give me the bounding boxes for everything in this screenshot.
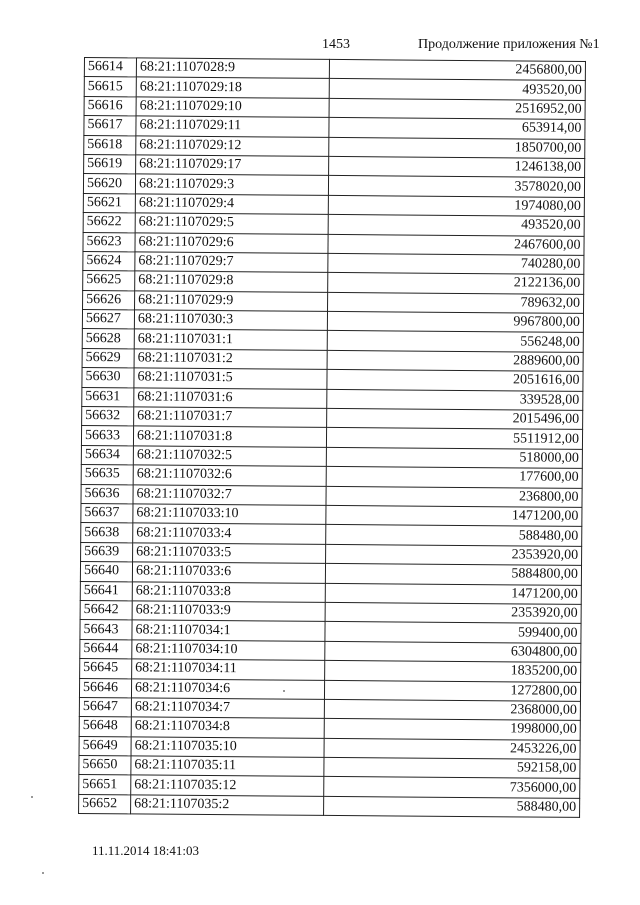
appendix-title: Продолжение приложения №1 bbox=[418, 37, 600, 52]
cadastral-number: 68:21:1107029:6 bbox=[135, 232, 328, 253]
cadastral-number: 68:21:1107033:8 bbox=[132, 581, 325, 602]
cadastral-value: 2889600,00 bbox=[327, 350, 583, 371]
row-number: 56614 bbox=[84, 58, 136, 78]
row-number: 56620 bbox=[83, 174, 135, 194]
cadastral-value: 236800,00 bbox=[326, 486, 582, 507]
cadastral-value: 5884800,00 bbox=[325, 564, 581, 585]
cadastral-number: 68:21:1107029:10 bbox=[136, 97, 329, 118]
row-number: 56645 bbox=[80, 659, 132, 679]
cadastral-value: 339528,00 bbox=[327, 389, 583, 410]
cadastral-value: 1272800,00 bbox=[324, 680, 580, 701]
cadastral-number: 68:21:1107033:6 bbox=[132, 562, 325, 583]
row-number: 56615 bbox=[84, 77, 136, 97]
row-number: 56632 bbox=[82, 407, 134, 427]
cadastral-number: 68:21:1107033:10 bbox=[133, 504, 326, 525]
cadastral-number: 68:21:1107035:10 bbox=[131, 737, 324, 758]
cadastral-value: 1835200,00 bbox=[325, 661, 581, 682]
row-number: 56627 bbox=[82, 310, 134, 330]
cadastral-value: 1471200,00 bbox=[326, 505, 582, 526]
cadastral-value: 653914,00 bbox=[329, 118, 585, 139]
cadastral-value: 2353920,00 bbox=[325, 602, 581, 623]
cadastral-value: 518000,00 bbox=[326, 447, 582, 468]
cadastral-value: 2516952,00 bbox=[329, 98, 585, 119]
row-number: 56630 bbox=[82, 368, 134, 388]
row-number: 56638 bbox=[81, 523, 133, 543]
scan-speck bbox=[42, 872, 44, 874]
cadastral-value: 5511912,00 bbox=[326, 428, 582, 449]
cadastral-value: 740280,00 bbox=[328, 253, 584, 274]
cadastral-number: 68:21:1107034:6 bbox=[131, 678, 324, 699]
scan-speck bbox=[283, 690, 285, 692]
cadastral-value: 7356000,00 bbox=[324, 777, 580, 798]
row-number: 56643 bbox=[80, 620, 132, 640]
cadastral-value: 2122136,00 bbox=[328, 273, 584, 294]
cadastral-number: 68:21:1107031:6 bbox=[134, 388, 327, 409]
cadastral-value: 588480,00 bbox=[324, 796, 580, 817]
cadastral-number: 68:21:1107033:9 bbox=[132, 601, 325, 622]
row-number: 56640 bbox=[80, 562, 132, 582]
cadastral-number: 68:21:1107028:9 bbox=[136, 58, 329, 79]
cadastral-value: 1850700,00 bbox=[329, 137, 585, 158]
cadastral-value: 2456800,00 bbox=[329, 59, 585, 80]
row-number: 56639 bbox=[81, 542, 133, 562]
cadastral-value: 177600,00 bbox=[326, 467, 582, 488]
cadastral-value: 9967800,00 bbox=[327, 311, 583, 332]
row-number: 56629 bbox=[82, 348, 134, 368]
cadastral-number: 68:21:1107029:7 bbox=[135, 252, 328, 273]
print-timestamp: 11.11.2014 18:41:03 bbox=[92, 843, 200, 858]
cadastral-number: 68:21:1107034:1 bbox=[132, 620, 325, 641]
row-number: 56644 bbox=[80, 639, 132, 659]
cadastral-value: 2353920,00 bbox=[326, 544, 582, 565]
row-number: 56636 bbox=[81, 484, 133, 504]
cadastral-number: 68:21:1107029:17 bbox=[136, 155, 329, 176]
row-number: 56650 bbox=[79, 756, 131, 776]
cadastral-number: 68:21:1107034:11 bbox=[132, 659, 325, 680]
cadastral-number: 68:21:1107033:4 bbox=[133, 523, 326, 544]
cadastral-number: 68:21:1107029:5 bbox=[135, 213, 328, 234]
cadastral-number: 68:21:1107031:7 bbox=[134, 407, 327, 428]
cadastral-number: 68:21:1107035:2 bbox=[131, 795, 324, 816]
row-number: 56628 bbox=[82, 329, 134, 349]
row-number: 56635 bbox=[81, 465, 133, 485]
cadastral-number: 68:21:1107032:5 bbox=[133, 446, 326, 467]
cadastral-value: 789632,00 bbox=[328, 292, 584, 313]
page-number: 1453 bbox=[322, 37, 350, 52]
table-body bbox=[79, 58, 586, 818]
cadastral-number: 68:21:1107035:11 bbox=[131, 756, 324, 777]
cadastral-number: 68:21:1107029:9 bbox=[135, 291, 328, 312]
table-row bbox=[79, 794, 580, 817]
cadastral-number: 68:21:1107030:3 bbox=[134, 310, 327, 331]
cadastral-value: 2453226,00 bbox=[324, 738, 580, 759]
cadastral-value: 1471200,00 bbox=[325, 583, 581, 604]
row-number: 56642 bbox=[80, 600, 132, 620]
cadastral-value: 1246138,00 bbox=[329, 156, 585, 177]
cadastral-value: 493520,00 bbox=[328, 215, 584, 236]
cadastral-value: 599400,00 bbox=[325, 622, 581, 643]
cadastral-number: 68:21:1107029:3 bbox=[135, 174, 328, 195]
scan-speck bbox=[31, 796, 33, 798]
cadastral-value: 1974080,00 bbox=[328, 195, 584, 216]
cadastral-number: 68:21:1107032:6 bbox=[133, 465, 326, 486]
row-number: 56617 bbox=[84, 116, 136, 136]
row-number: 56646 bbox=[79, 678, 131, 698]
cadastral-number: 68:21:1107035:12 bbox=[131, 775, 324, 796]
cadastral-value: 6304800,00 bbox=[325, 641, 581, 662]
cadastral-value: 2015496,00 bbox=[327, 408, 583, 429]
cadastral-number: 68:21:1107034:8 bbox=[131, 717, 324, 738]
row-number: 56647 bbox=[79, 697, 131, 717]
cadastral-value: 2368000,00 bbox=[324, 699, 580, 720]
cadastral-number: 68:21:1107031:8 bbox=[133, 426, 326, 447]
cadastral-value: 493520,00 bbox=[329, 79, 585, 100]
row-number: 56622 bbox=[83, 213, 135, 233]
row-number: 56621 bbox=[83, 193, 135, 213]
cadastral-number: 68:21:1107029:11 bbox=[136, 116, 329, 137]
row-number: 56637 bbox=[81, 503, 133, 523]
row-number: 56618 bbox=[84, 135, 136, 155]
cadastral-number: 68:21:1107029:12 bbox=[136, 135, 329, 156]
cadastral-value: 592158,00 bbox=[324, 757, 580, 778]
cadastral-number: 68:21:1107034:10 bbox=[132, 640, 325, 661]
row-number: 56626 bbox=[83, 290, 135, 310]
row-number: 56619 bbox=[84, 154, 136, 174]
row-number: 56634 bbox=[81, 445, 133, 465]
cadastral-value: 2051616,00 bbox=[327, 370, 583, 391]
cadastral-number: 68:21:1107029:4 bbox=[135, 194, 328, 215]
cadastral-number: 68:21:1107031:2 bbox=[134, 349, 327, 370]
cadastral-value-table bbox=[78, 57, 586, 818]
row-number: 56623 bbox=[83, 232, 135, 252]
row-number: 56616 bbox=[84, 96, 136, 116]
row-number: 56641 bbox=[80, 581, 132, 601]
cadastral-value: 556248,00 bbox=[327, 331, 583, 352]
row-number: 56652 bbox=[79, 794, 131, 814]
cadastral-number: 68:21:1107032:7 bbox=[133, 484, 326, 505]
row-number: 56631 bbox=[82, 387, 134, 407]
cadastral-number: 68:21:1107029:8 bbox=[135, 271, 328, 292]
cadastral-value: 1998000,00 bbox=[324, 719, 580, 740]
cadastral-number: 68:21:1107029:18 bbox=[136, 77, 329, 98]
row-number: 56651 bbox=[79, 775, 131, 795]
row-number: 56625 bbox=[83, 271, 135, 291]
cadastral-value: 3578020,00 bbox=[328, 176, 584, 197]
cadastral-number: 68:21:1107034:7 bbox=[131, 698, 324, 719]
cadastral-number: 68:21:1107031:1 bbox=[134, 329, 327, 350]
row-number: 56633 bbox=[81, 426, 133, 446]
cadastral-value: 2467600,00 bbox=[328, 234, 584, 255]
cadastral-value: 588480,00 bbox=[326, 525, 582, 546]
row-number: 56649 bbox=[79, 736, 131, 756]
row-number: 56648 bbox=[79, 717, 131, 737]
row-number: 56624 bbox=[83, 251, 135, 271]
cadastral-number: 68:21:1107033:5 bbox=[133, 543, 326, 564]
cadastral-number: 68:21:1107031:5 bbox=[134, 368, 327, 389]
